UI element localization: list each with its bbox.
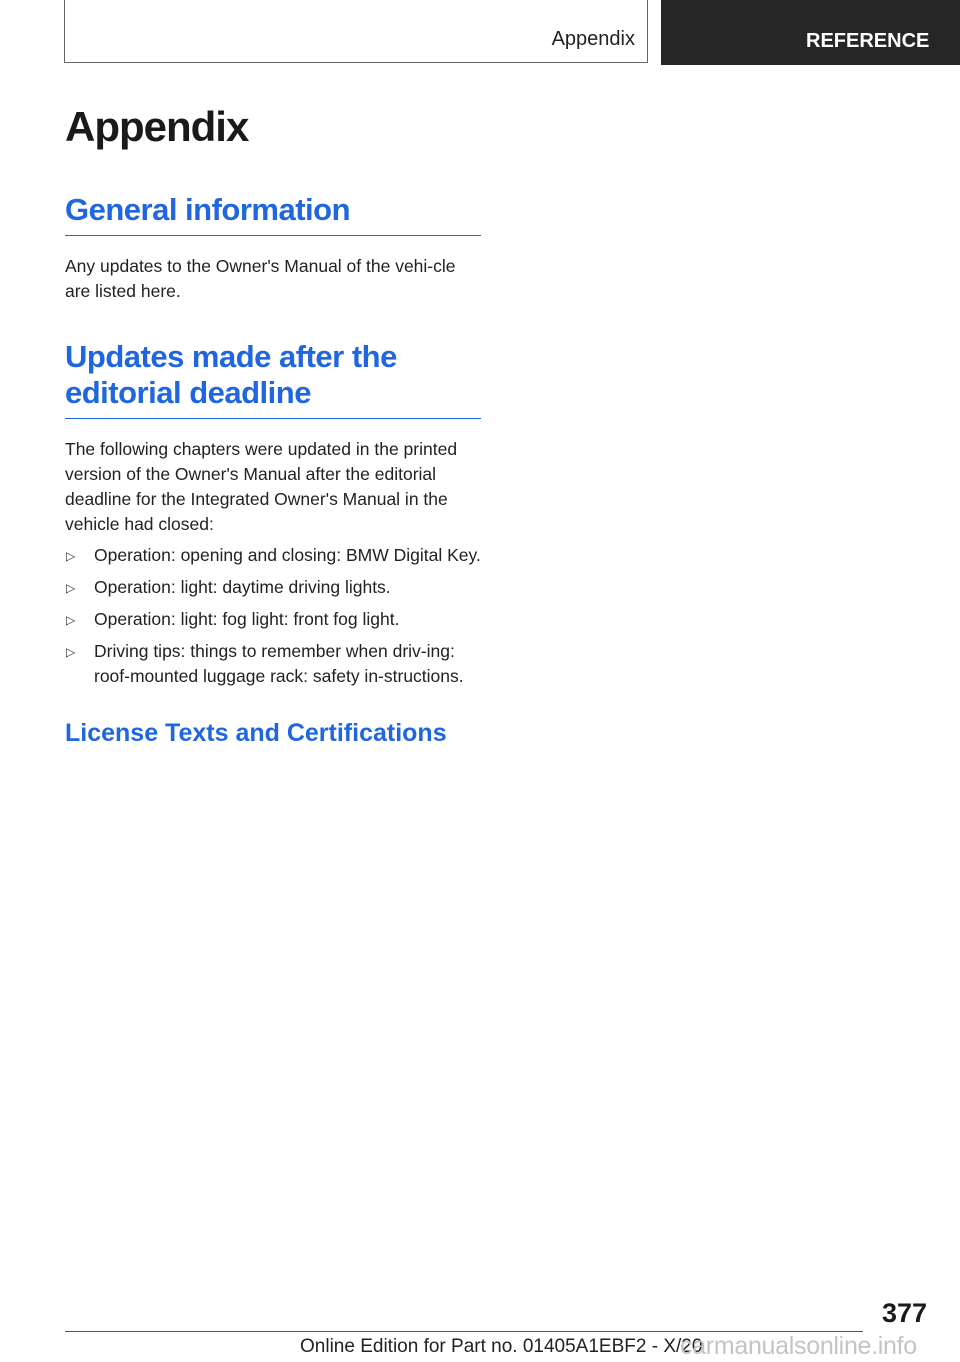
triangle-right-outline-icon: ▷ [66,613,76,627]
main-content [65,100,481,748]
triangle-right-outline-icon: ▷ [66,645,76,659]
list-item [65,575,481,600]
section-title-updates: Updates made after the editorial deadline [65,339,481,419]
list-item-text: Driving tips: things to remember when driv-ing: roof-mounted luggage rack: safety in-structions. [94,641,464,686]
list-item-text: Operation: light: fog light: front fog light. [94,609,400,629]
list-item-text: Operation: opening and closing: BMW Digital Key. [94,545,481,565]
updates-paragraph: The following chapters were updated in the printed version of the Owner's Manual after the editorial deadline for the Integrated Owner's Manual in the vehicle had closed: [65,439,458,534]
header-section-title: Appendix [551,28,635,50]
subsection-title-license-texts[interactable]: License Texts and Certifications [65,719,447,747]
triangle-right-outline-icon: ▷ [66,581,76,595]
list-item [65,607,481,632]
list-item [65,639,481,689]
triangle-right-outline-icon: ▷ [66,549,76,563]
page-number: 377 [881,1298,927,1328]
footer-edition-text: Online Edition for Part no. 01405A1EBF2 - X/20 [300,1336,703,1357]
header-reference-tab: REFERENCE [661,0,960,65]
page-title: Appendix [65,103,249,150]
list-item-text: Operation: light: daytime driving lights. [94,577,391,597]
header-box [64,0,648,63]
list-item [65,543,481,568]
section-title-general-information: General information [65,192,481,236]
general-information-paragraph: Any updates to the Owner's Manual of the vehi-cle are listed here. [65,256,456,301]
updates-list [65,543,481,689]
watermark-text: carmanualsonline.info [680,1332,917,1360]
